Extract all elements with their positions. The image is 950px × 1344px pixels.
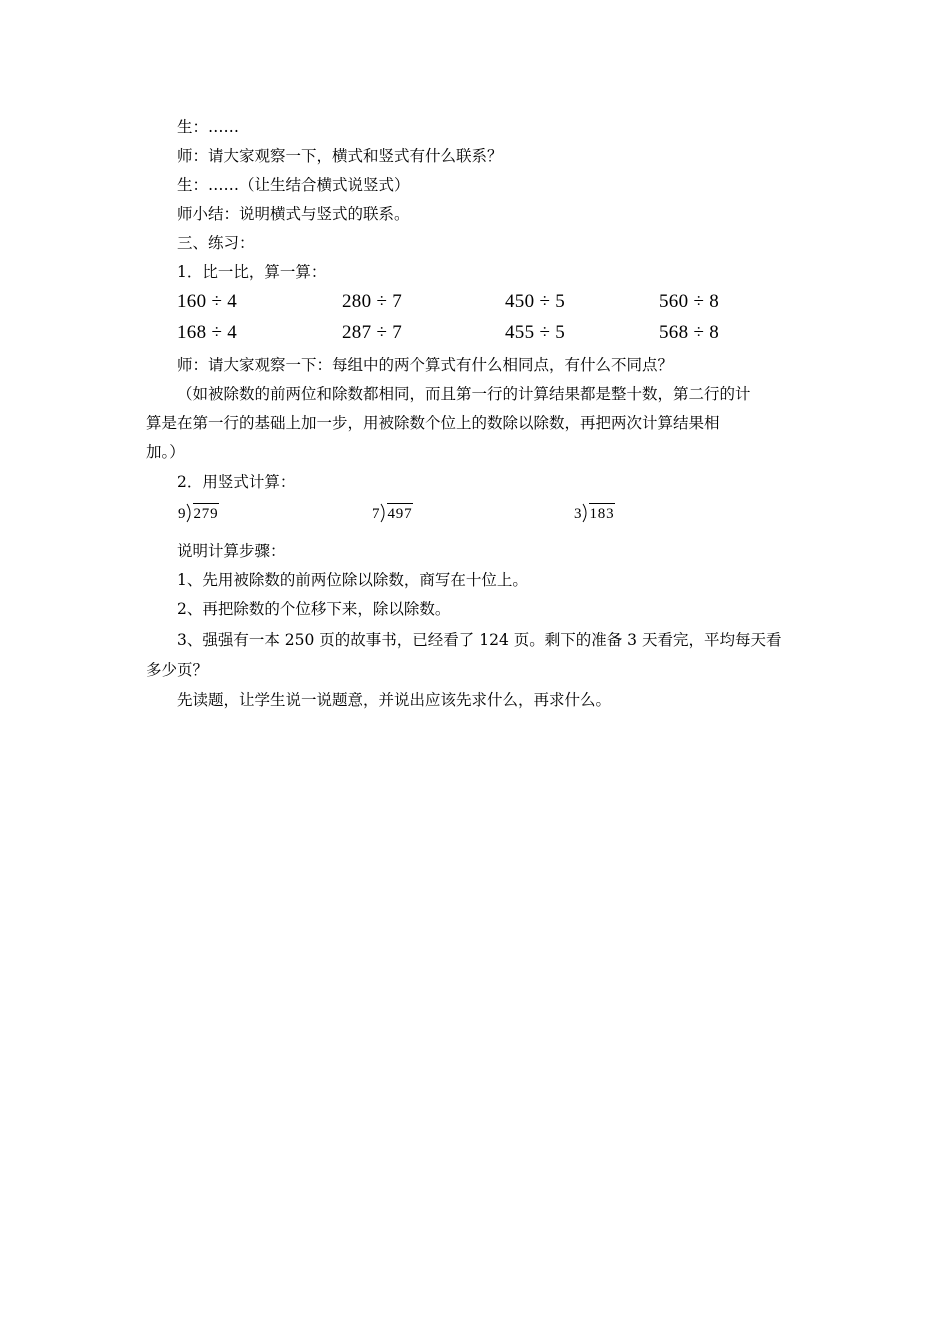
step-2: 2、再把除数的个位移下来，除以除数。	[177, 600, 451, 618]
divisor: 9	[178, 506, 186, 522]
equation-r1-c4: 560 ÷ 8	[659, 291, 720, 312]
divisor: 7	[372, 506, 380, 522]
long-division-3	[574, 503, 615, 525]
explanation-line-3: 加。）	[146, 443, 185, 461]
equation-r2-c2: 287 ÷ 7	[342, 322, 403, 343]
exercise-1-title: 1．比一比，算一算：	[177, 263, 327, 281]
word-problem-line-2: 多少页？	[146, 661, 209, 679]
divisor: 3	[574, 506, 582, 522]
word-problem-line-1: 3、强强有一本 250 页的故事书，已经看了 124 页。剩下的准备 3 天看完，平均每天看	[177, 631, 782, 649]
teacher-compare-question: 师：请大家观察一下：每组中的两个算式有什么相同点，有什么不同点？	[177, 356, 674, 374]
step-1: 1、先用被除数的前两位除以除数，商写在十位上。	[177, 571, 528, 589]
equation-r2-c1: 168 ÷ 4	[177, 322, 238, 343]
explanation-line-2: 算是在第一行的基础上加一步，用被除数个位上的数除以除数，再把两次计算结果相	[146, 414, 720, 432]
steps-heading: 说明计算步骤：	[177, 542, 286, 560]
equation-r2-c4: 568 ÷ 8	[659, 322, 720, 343]
long-division-1	[178, 503, 219, 525]
dividend: 279	[193, 503, 220, 524]
reading-instruction: 先读题，让学生说一说题意，并说出应该先求什么，再求什么。	[177, 691, 612, 709]
division-bracket-icon	[582, 503, 589, 523]
explanation-line-1: （如被除数的前两位和除数都相同，而且第一行的计算结果都是整十数，第二行的计	[177, 385, 751, 403]
division-bracket-icon	[186, 503, 193, 523]
equation-r1-c1: 160 ÷ 4	[177, 291, 238, 312]
equation-r2-c3: 455 ÷ 5	[505, 322, 566, 343]
equation-r1-c2: 280 ÷ 7	[342, 291, 403, 312]
dividend: 183	[589, 503, 616, 524]
division-bracket-icon	[380, 503, 387, 523]
equation-r1-c3: 450 ÷ 5	[505, 291, 566, 312]
dialogue-teacher-question: 师：请大家观察一下，横式和竖式有什么联系？	[177, 147, 503, 165]
dialogue-student-1: 生：……	[177, 118, 240, 136]
dividend: 497	[387, 503, 414, 524]
long-division-2	[372, 503, 413, 525]
exercise-2-title: 2．用竖式计算：	[177, 473, 296, 491]
section-heading-practice: 三、练习：	[177, 234, 255, 252]
dialogue-student-2: 生：……（让生结合横式说竖式）	[177, 176, 410, 194]
teacher-summary: 师小结：说明横式与竖式的联系。	[177, 205, 410, 223]
